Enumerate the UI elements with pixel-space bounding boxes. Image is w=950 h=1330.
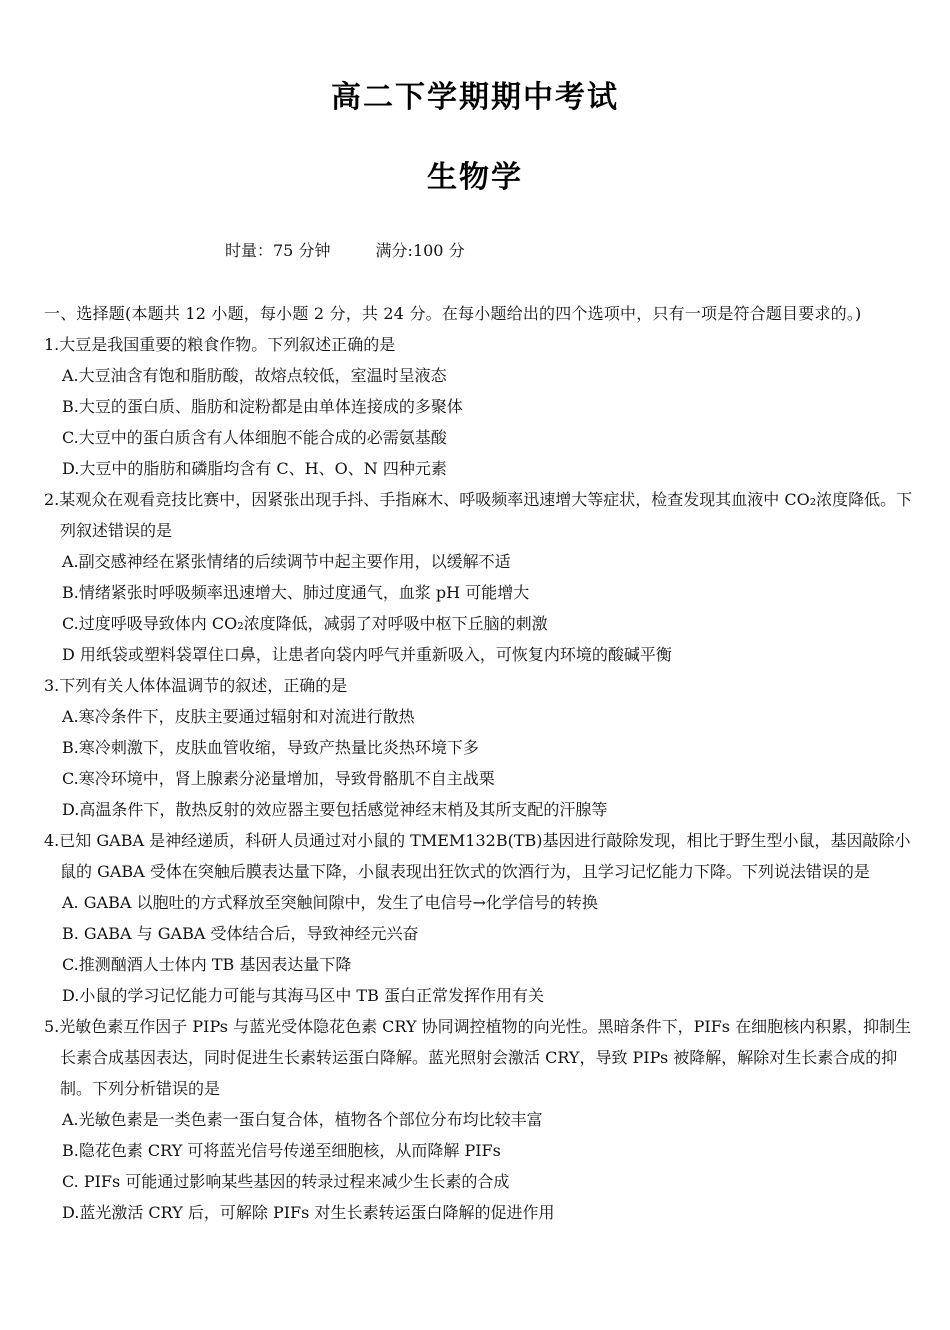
question-stem: 1.大豆是我国重要的粮食作物。下列叙述正确的是 <box>44 335 396 354</box>
option-d: D 用纸袋或塑料袋罩住口鼻，让患者向袋内呼气并重新吸入，可恢复内环境的酸碱平衡 <box>62 645 672 664</box>
option-d: D.蓝光激活 CRY 后，可解除 PIFs 对生长素转运蛋白降解的促进作用 <box>62 1203 555 1222</box>
question-3 <box>44 670 924 825</box>
question-content <box>44 298 924 1228</box>
question-stem: 3.下列有关人体体温调节的叙述，正确的是 <box>44 676 348 695</box>
question-4 <box>44 825 924 1011</box>
full-score: 满分:100 分 <box>375 241 465 260</box>
option-a: A. GABA 以胞吐的方式释放至突触间隙中，发生了电信号→化学信号的转换 <box>62 893 598 912</box>
option-b: B. GABA 与 GABA 受体结合后，导致神经元兴奋 <box>62 924 419 943</box>
exam-title: 高二下学期期中考试 <box>331 80 619 115</box>
option-a: A.寒冷条件下，皮肤主要通过辐射和对流进行散热 <box>62 707 415 726</box>
option-a: A.大豆油含有饱和脂肪酸，故熔点较低，室温时呈液态 <box>62 366 447 385</box>
question-stem: 2.某观众在观看竞技比赛中，因紧张出现手抖、手指麻木、呼吸频率迅速增大等症状，检查发现其血液中 CO₂浓度降低。下列叙述错误的是 <box>44 490 913 540</box>
option-b: B.大豆的蛋白质、脂肪和淀粉都是由单体连接成的多聚体 <box>62 397 463 416</box>
question-2 <box>44 484 924 670</box>
option-d: D.高温条件下，散热反射的效应器主要包括感觉神经末梢及其所支配的汗腺等 <box>62 800 608 819</box>
subject-title: 生物学 <box>427 160 523 195</box>
option-b: B.情绪紧张时呼吸频率迅速增大、肺过度通气，血浆 pH 可能增大 <box>62 583 530 602</box>
section-heading: 一、选择题(本题共 12 小题，每小题 2 分，共 24 分。在每小题给出的四个选项中，只有一项是符合题目要求的。) <box>44 304 862 323</box>
option-a: A.副交感神经在紧张情绪的后续调节中起主要作用，以缓解不适 <box>62 552 511 571</box>
option-c: C.过度呼吸导致体内 CO₂浓度降低，减弱了对呼吸中枢下丘脑的刺激 <box>62 614 548 633</box>
question-5 <box>44 1011 924 1228</box>
option-d: D.小鼠的学习记忆能力可能与其海马区中 TB 蛋白正常发挥作用有关 <box>62 986 544 1005</box>
question-stem: 4.已知 GABA 是神经递质，科研人员通过对小鼠的 TMEM132B(TB)基因进行敲除发现，相比于野生型小鼠，基因敲除小鼠的 GABA 受体在突触后膜表达量下降，小鼠表现出狂饮式的饮酒行为，且学习记忆能力下降。下列说法错误的是 <box>44 831 911 881</box>
option-c: C.大豆中的蛋白质含有人体细胞不能合成的必需氨基酸 <box>62 428 447 447</box>
option-a: A.光敏色素是一类色素一蛋白复合体，植物各个部位分布均比较丰富 <box>62 1110 543 1129</box>
exam-meta <box>225 238 505 261</box>
option-b: B.隐花色素 CRY 可将蓝光信号传递至细胞核，从而降解 PIFs <box>62 1141 501 1160</box>
option-d: D.大豆中的脂肪和磷脂均含有 C、H、O、N 四种元素 <box>62 459 447 478</box>
question-stem: 5.光敏色素互作因子 PIPs 与蓝光受体隐花色素 CRY 协同调控植物的向光性。黑暗条件下，PIFs 在细胞核内积累，抑制生长素合成基因表达，同时促进生长素转运蛋白降解。蓝光照射会激活 CRY，导致 PIPs 被降解，解除对生长素合成的抑制。下列分析错误的是 <box>44 1017 912 1098</box>
option-c: C.寒冷环境中，肾上腺素分泌量增加，导致骨骼肌不自主战栗 <box>62 769 495 788</box>
option-c: C. PIFs 可能通过影响某些基因的转录过程来减少生长素的合成 <box>62 1172 510 1191</box>
time-limit: 时量：75 分钟 <box>225 241 331 260</box>
question-1 <box>44 329 924 484</box>
option-c: C.推测酗酒人士体内 TB 基因表达量下降 <box>62 955 352 974</box>
option-b: B.寒冷刺激下，皮肤血管收缩，导致产热量比炎热环境下多 <box>62 738 479 757</box>
